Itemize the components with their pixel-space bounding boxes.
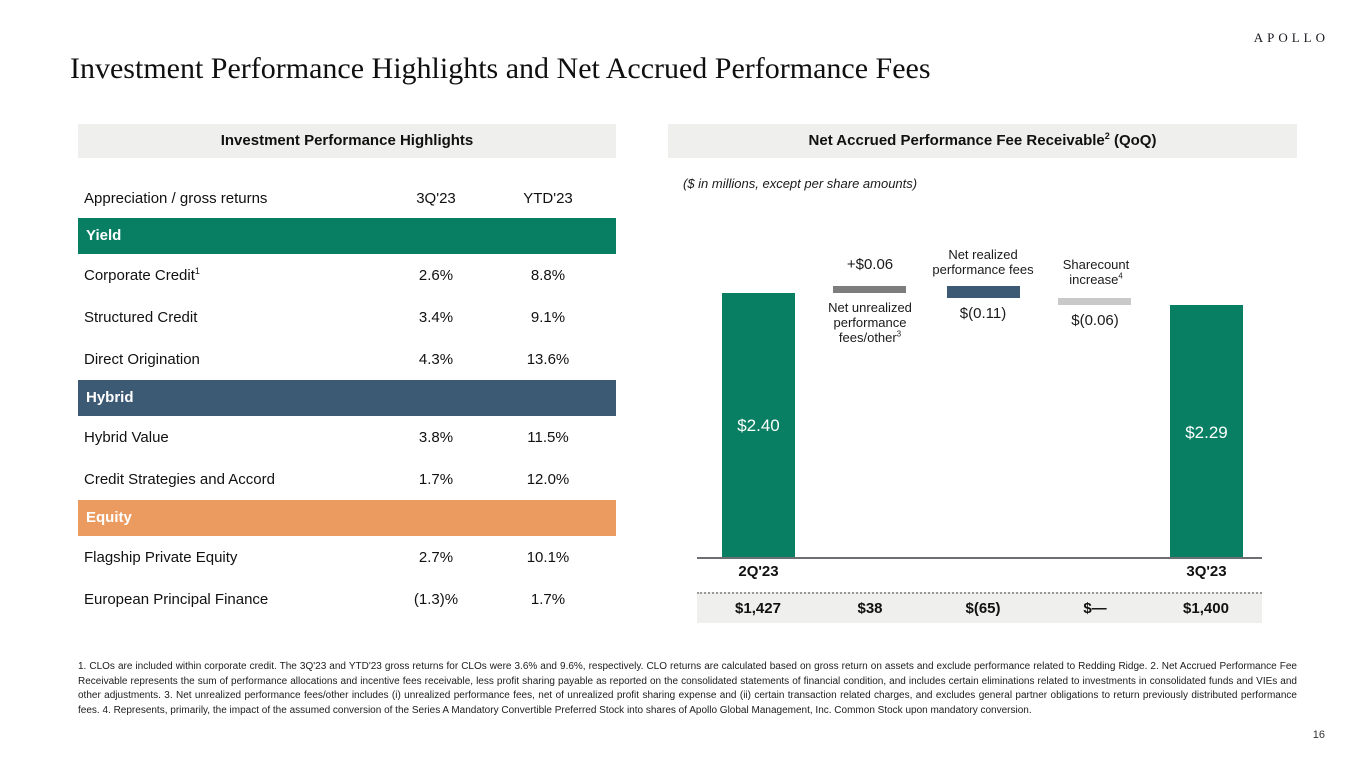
total-sharecount: $— — [1083, 600, 1107, 617]
row-label-text: European Principal Finance — [84, 590, 269, 608]
row-value-3q23: 3.4% — [418, 308, 454, 326]
total-2q23: $1,427 — [735, 600, 781, 617]
waterfall-bar-3 — [1058, 298, 1131, 305]
page-title: Investment Performance Highlights and Net Accrued Performance Fees — [70, 52, 931, 85]
waterfall-bar-2 — [947, 286, 1020, 298]
annotation-line — [812, 330, 928, 345]
performance-table — [78, 178, 616, 620]
row-label-text: Corporate Credit — [84, 266, 195, 284]
chart-units-note: ($ in millions, except per share amounts) — [683, 176, 918, 191]
row-value-3q23: 2.6% — [418, 266, 454, 284]
column-header-label: Appreciation / gross returns — [84, 189, 268, 207]
annotation-line: Sharecount — [1062, 257, 1130, 272]
x-axis-label-2q23: 2Q'23 — [738, 563, 779, 580]
row-label — [78, 471, 380, 488]
annotation-net-realized-label — [921, 247, 1045, 277]
right-panel-header-sup: 2 — [1104, 131, 1110, 141]
column-header-3q23: 3Q'23 — [416, 189, 456, 207]
annotation-net-realized-value: $(0.11) — [959, 305, 1007, 322]
annotation-line-text: increase — [1069, 272, 1119, 287]
row-label-text: Direct Origination — [84, 350, 200, 368]
footnotes: 1. CLOs are included within corporate credit. The 3Q'23 and YTD'23 gross returns for CLOs were 3.6% and 9.6%, respectively. CLO returns are calculated based on gross return on assets and exclude performance related to Redding Ridge. 2. Net Accrued Performance Fee Receivable represents the sum of performance allocations and incentive fees receivable, less profit sharing payable as reported on the consolidated statements of financial condition, and includes certain eliminations related to investments in consolidated funds and VIEs and other adjustments. 3. Net unrealized performance fees/other includes (i) unrealized performance fees, net of unrealized profit sharing expense and (ii) certain transaction related charges, and excludes general partner obligations to return previously distributed performance fees. 4. Represents, primarily, the impact of the assumed conversion of the Series A Mandatory Convertible Preferred Stock into shares of Apollo Global Management, Inc. Common Stock upon mandatory conversion. — [78, 661, 1297, 716]
annotation-sharecount-label — [1038, 257, 1154, 287]
waterfall-plot — [697, 236, 1262, 559]
row-value-3q23: 3.8% — [418, 428, 454, 446]
row-label-sup: 1 — [194, 265, 200, 276]
waterfall-bar-1 — [833, 286, 906, 293]
right-panel-header-suffix: (QoQ) — [1113, 132, 1157, 149]
annotation-net-unrealized-value: +$0.06 — [846, 256, 894, 273]
annotation-net-unrealized-label — [812, 300, 928, 345]
apollo-logo: APOLLO — [1253, 30, 1329, 45]
table-row — [78, 296, 616, 338]
table-column-header-row — [78, 178, 616, 218]
annotation-line — [1038, 272, 1154, 287]
annotation-line: Net realized — [948, 247, 1018, 262]
table-row — [78, 536, 616, 578]
row-label-text: Credit Strategies and Accord — [84, 470, 275, 488]
row-label — [78, 591, 380, 608]
table-row — [78, 254, 616, 296]
total-net-realized: $(65) — [965, 600, 1001, 617]
annotation-line: performance fees — [932, 262, 1034, 277]
section-band-equity: Equity — [78, 500, 616, 536]
row-value-ytd23: 8.8% — [530, 266, 566, 284]
x-axis-label-3q23: 3Q'23 — [1186, 563, 1227, 580]
annotation-line: Net unrealized — [828, 300, 912, 315]
annotation-line-text: fees/other — [838, 330, 897, 345]
total-net-unrealized: $38 — [857, 600, 883, 617]
row-value-3q23: (1.3)% — [413, 590, 459, 608]
totals-strip — [697, 592, 1262, 623]
section-band-hybrid: Hybrid — [78, 380, 616, 416]
row-value-ytd23: 12.0% — [526, 470, 570, 488]
annotation-sharecount-value: $(0.06) — [1071, 312, 1119, 329]
annotation-line: performance — [833, 315, 907, 330]
row-value-3q23: 1.7% — [418, 470, 454, 488]
right-panel-header — [668, 124, 1297, 158]
row-label — [78, 549, 380, 566]
row-value-ytd23: 10.1% — [526, 548, 570, 566]
left-panel-header: Investment Performance Highlights — [78, 124, 616, 158]
page-number: 16 — [1312, 729, 1325, 741]
row-value-ytd23: 1.7% — [530, 590, 566, 608]
row-label — [78, 351, 380, 368]
row-value-3q23: 2.7% — [418, 548, 454, 566]
row-label — [78, 429, 380, 446]
table-row — [78, 458, 616, 500]
bar-value-3q23: $2.29 — [1185, 423, 1228, 442]
row-value-3q23: 4.3% — [418, 350, 454, 368]
row-label-text: Hybrid Value — [84, 428, 169, 446]
row-label — [78, 267, 380, 284]
column-header-ytd23: YTD'23 — [523, 189, 573, 207]
row-value-ytd23: 11.5% — [527, 428, 569, 446]
section-band-yield: Yield — [78, 218, 616, 254]
bar-value-2q23: $2.40 — [737, 416, 780, 435]
row-label-text: Flagship Private Equity — [84, 548, 238, 566]
row-value-ytd23: 13.6% — [526, 350, 570, 368]
total-3q23: $1,400 — [1183, 600, 1229, 617]
row-label-text: Structured Credit — [84, 308, 198, 326]
right-panel-header-text: Net Accrued Performance Fee Receivable — [808, 132, 1105, 149]
table-row — [78, 578, 616, 620]
table-row — [78, 416, 616, 458]
row-value-ytd23: 9.1% — [530, 308, 566, 326]
table-row — [78, 338, 616, 380]
annotation-sup: 3 — [896, 329, 902, 339]
row-label — [78, 309, 380, 326]
annotation-sup: 4 — [1118, 271, 1123, 281]
